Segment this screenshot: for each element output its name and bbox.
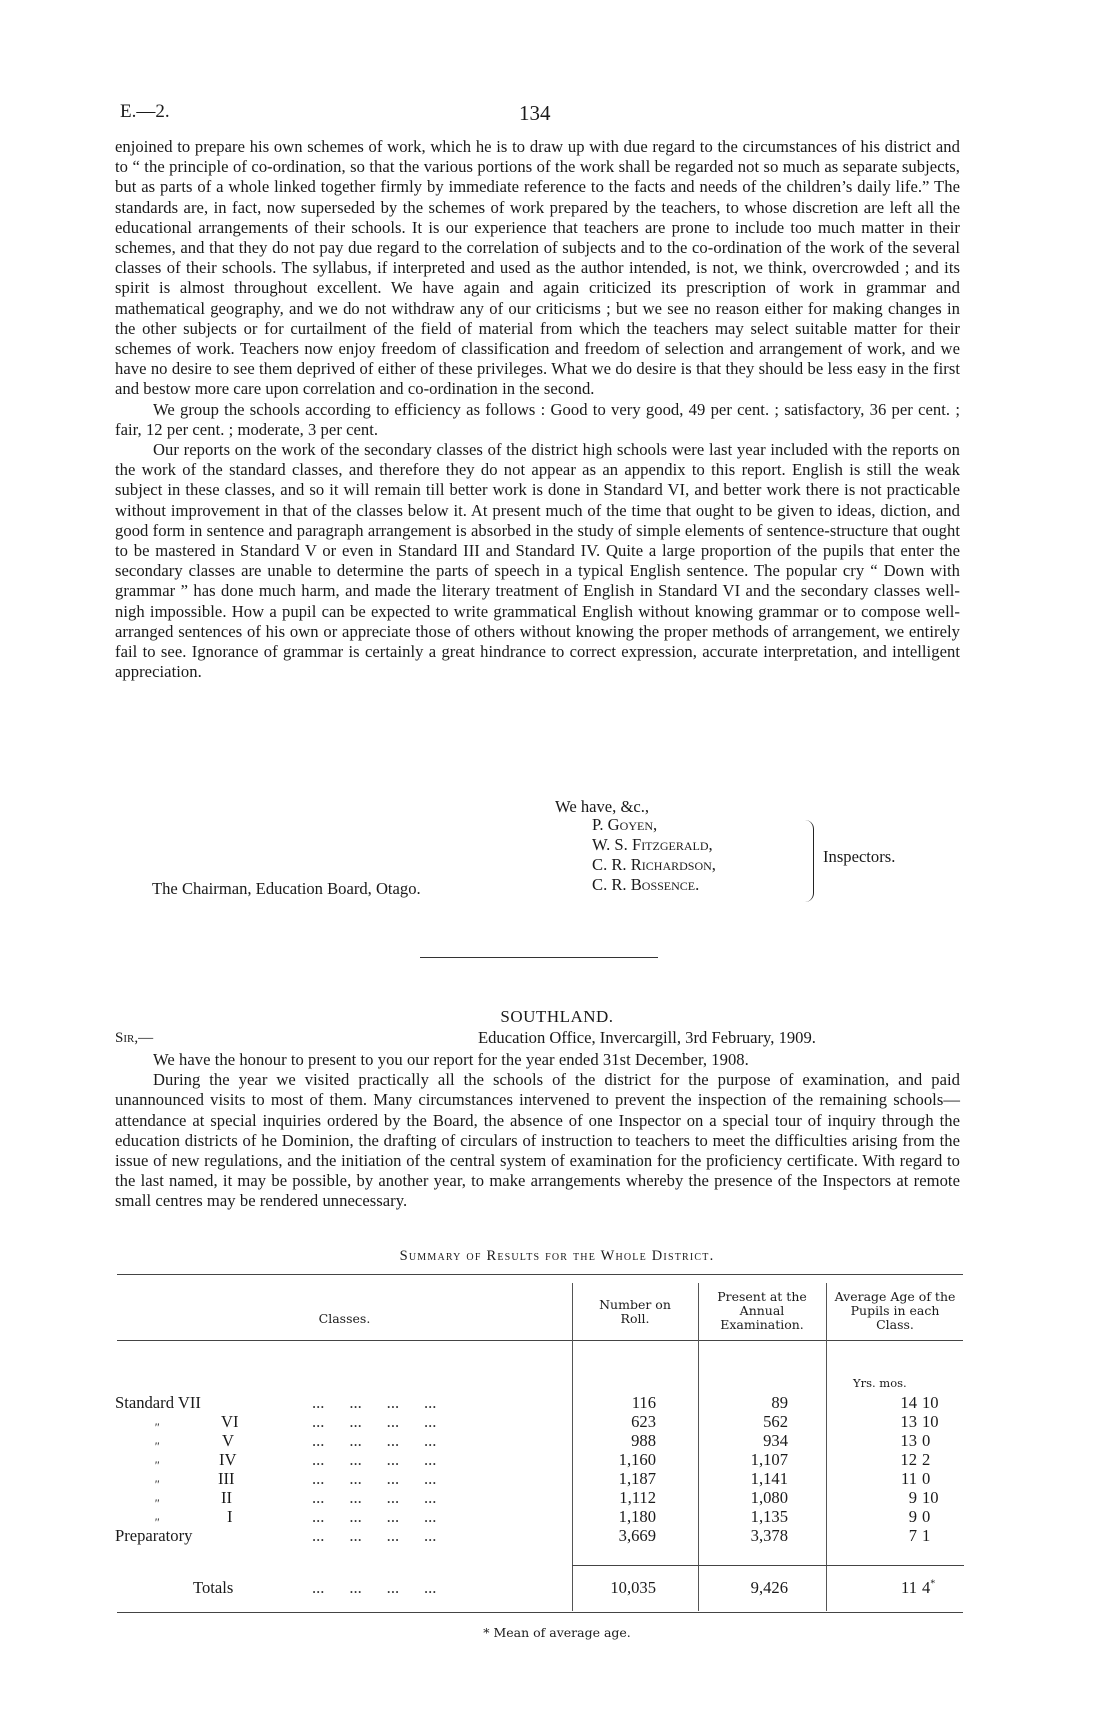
class-label: IV (219, 1450, 237, 1469)
present-value: 3,378 (750, 1526, 788, 1545)
salutation: Sir,— (115, 1030, 154, 1046)
age-months: 0 (922, 1507, 931, 1526)
dateline: Education Office, Invercargill, 3rd February, 1909. (478, 1028, 816, 1047)
age-months: 0 (922, 1431, 931, 1450)
total-age-months (922, 1578, 935, 1598)
present-value: 1,135 (750, 1507, 788, 1526)
table-row (0, 1393, 1114, 1412)
table-row (0, 1469, 1114, 1491)
ditto-mark: " (154, 1420, 160, 1434)
header-average-age: Average Age of the Pupils in each Class. (834, 1289, 956, 1332)
age-years: 12 (900, 1450, 917, 1469)
roll-value: 1,112 (619, 1488, 656, 1507)
ditto-mark: " (154, 1496, 160, 1510)
page-number: 134 (519, 101, 551, 125)
document-reference: E.—2. (120, 101, 170, 122)
table-row (0, 1450, 1114, 1472)
age-years: 13 (900, 1431, 917, 1450)
leader-dots: ... ... ... ... (312, 1526, 437, 1545)
paragraph: enjoined to prepare his own schemes of work, which he is to draw up with due regard to the circumstances of his district and to “ the principle of co-ordination, so that the various portions of the work shall be regarded not so much as separate subjects, but as parts of a whole linked together firmly by immediate reference to the facts and needs of the children’s daily life.” The standards are, in fact, now superseded by the schemes of work prepared by the teachers, to whose discretion are left all the educational arrangements of their schools. It is our experience that teachers are prone to include too much matter in their schemes, and that they do not pay due regard to the correlation of subjects and to the co-ordination of the work of the several classes of their schools. The syllabus, if interpreted and used as the author intended, is not, we think, overcrowded ; and its spirit is almost throughout excellent. We have again and again criticized its prescription of work in grammar and mathematical geography, and we do not withdraw any of our criticisms ; but we see no reason either for making changes in the other subjects or for curtailment of the field of material from which the teachers may select suitable matter for their schemes of work. Teachers now enjoy freedom of classification and freedom of selection and arrangement of work, and we have no desire to see them deprived of either of these privileges. What we do desire is that they should be less easy in the first and bestow more care upon correlation and co-ordination in the second. (115, 137, 960, 399)
class-label: II (221, 1488, 233, 1507)
roll-value: 1,187 (618, 1469, 656, 1488)
header-present-at-examination: Present at the Annual Examination. (717, 1289, 807, 1332)
leader-dots: ... ... ... ... (312, 1507, 437, 1526)
age-months: 10 (922, 1488, 939, 1507)
total-age-years: 11 (901, 1578, 917, 1597)
total-age-months-value: 4 (922, 1578, 931, 1597)
ditto-mark: " (154, 1458, 160, 1472)
ditto-mark: " (154, 1477, 160, 1491)
signature-brace (805, 820, 814, 902)
present-value: 934 (763, 1431, 788, 1450)
age-months: 10 (922, 1412, 939, 1431)
footnote-marker: * (930, 1578, 936, 1590)
table-row (0, 1431, 1114, 1453)
total-roll: 10,035 (610, 1578, 656, 1597)
totals-label: Totals (193, 1578, 234, 1597)
age-years: 14 (900, 1393, 917, 1412)
inspector-name: W. S. Fitzgerald, (592, 835, 713, 854)
otago-report-text (115, 137, 960, 682)
ditto-mark: " (154, 1515, 160, 1529)
inspector-name: P. Goyen, (592, 815, 658, 834)
age-months: 0 (922, 1469, 931, 1488)
table-row (0, 1507, 1114, 1529)
age-years: 7 (908, 1526, 917, 1545)
table-header-rule (117, 1340, 963, 1341)
signature-opening: We have, &c., (555, 797, 650, 816)
class-label: VI (221, 1412, 239, 1431)
class-label: I (227, 1507, 233, 1526)
paragraph: We group the schools according to efficiency as follows : Good to very good, 49 per cent. ; satisfactory, 36 per cent. ; fair, 12 per cent. ; moderate, 3 per cent. (115, 399, 960, 439)
leader-dots: ... ... ... ... (312, 1488, 437, 1507)
age-months: 1 (922, 1526, 931, 1545)
present-value: 1,141 (750, 1469, 788, 1488)
present-value: 1,080 (750, 1488, 788, 1507)
inspector-name: C. R. Bossence. (592, 875, 700, 894)
section-divider (420, 957, 658, 958)
roll-value: 1,180 (618, 1507, 656, 1526)
roll-value: 988 (631, 1431, 656, 1450)
class-label: Standard VII (115, 1393, 201, 1412)
present-value: 1,107 (750, 1450, 788, 1469)
ditto-mark: " (154, 1439, 160, 1453)
leader-dots: ... ... ... ... (312, 1412, 437, 1431)
paragraph: During the year we visited practically all the schools of the district for the purpose of examination, and paid unannounced visits to most of them. Many circumstances intervened to prevent the inspection of the remaining schools—attendance at special inquiries ordered by the Board, the absence of one Inspector on a special tour of inquiry through the education districts of he Dominion, the drafting of circulars of instruction to teachers to meet the difficulties arising from the issue of new regulations, and the initiation of the central system of examination for the proficiency certificate. With regard to the last named, it may be possible, by another year, to make arrangements whereby the presence of the Inspectors at remote small centres may be rendered unnecessary. (115, 1070, 960, 1211)
signature-names (592, 815, 716, 895)
southland-report-text (115, 1050, 960, 1212)
roll-value: 3,669 (618, 1526, 656, 1545)
roll-value: 1,160 (618, 1450, 656, 1469)
leader-dots: ... ... ... ... (312, 1578, 437, 1597)
table-bottom-rule (117, 1612, 963, 1613)
total-present: 9,426 (750, 1578, 788, 1597)
age-units: Yrs. mos. (853, 1376, 907, 1390)
roll-value: 116 (631, 1393, 656, 1412)
section-title: SOUTHLAND. (500, 1007, 614, 1026)
age-months: 2 (922, 1450, 931, 1469)
inspectors-title: Inspectors. (823, 847, 896, 866)
table-footnote: * Mean of average age. (483, 1625, 631, 1640)
roll-value: 623 (631, 1412, 656, 1431)
table-row (0, 1526, 1114, 1545)
totals-rule (572, 1565, 964, 1566)
inspector-name: C. R. Richardson, (592, 855, 716, 874)
table-row (0, 1412, 1114, 1434)
header-classes: Classes. (318, 1311, 371, 1326)
addressee: The Chairman, Education Board, Otago. (152, 879, 421, 898)
leader-dots: ... ... ... ... (312, 1469, 437, 1488)
table-top-rule (117, 1274, 963, 1275)
present-value: 89 (771, 1393, 788, 1412)
table-row (0, 1488, 1114, 1510)
age-years: 9 (908, 1507, 917, 1526)
paragraph: Our reports on the work of the secondary classes of the district high schools were last year included with the reports on the work of the standard classes, and therefore they do not appear as an appendix to this report. English is still the weak subject in these classes, and so it will remain till better work is done in Standard VI, and better work there is not practicable without improvement in that of the classes below it. At present much of the time that ought to be given to ideas, diction, and good form in sentence and paragraph arrangement is absorbed in the study of simple elements of sentence-structure that ought to be mastered in Standard V or even in Standard III and Standard IV. Quite a large proportion of the pupils that enter the secondary classes are unable to determine the parts of speech in a typical English sentence. The popular cry “ Down with grammar ” has done much harm, and made the literary treatment of English in Standard VI and the secondary classes well-nigh impossible. How a pupil can be expected to write grammatical English without knowing grammar or to compose well-arranged sentences of his own or appreciate those of others without knowing the proper methods of arrangement, we entirely fail to see. Ignorance of grammar is certainly a great hindrance to correct expression, accurate interpretation, and intelligent appreciation. (115, 440, 960, 682)
age-months: 10 (922, 1393, 939, 1412)
age-years: 9 (908, 1488, 917, 1507)
class-label: III (218, 1469, 235, 1488)
totals-row (0, 1578, 1114, 1597)
paragraph: We have the honour to present to you our report for the year ended 31st December, 1908. (153, 1050, 749, 1069)
header-number-on-roll: Number on Roll. (599, 1297, 671, 1326)
age-years: 11 (901, 1469, 917, 1488)
class-label: Preparatory (115, 1526, 193, 1545)
present-value: 562 (763, 1412, 788, 1431)
leader-dots: ... ... ... ... (312, 1431, 437, 1450)
page-header (120, 101, 980, 129)
leader-dots: ... ... ... ... (312, 1393, 437, 1412)
age-years: 13 (900, 1412, 917, 1431)
leader-dots: ... ... ... ... (312, 1450, 437, 1469)
class-label: V (222, 1431, 234, 1450)
table-title: Summary of Results for the Whole District. (399, 1248, 715, 1264)
